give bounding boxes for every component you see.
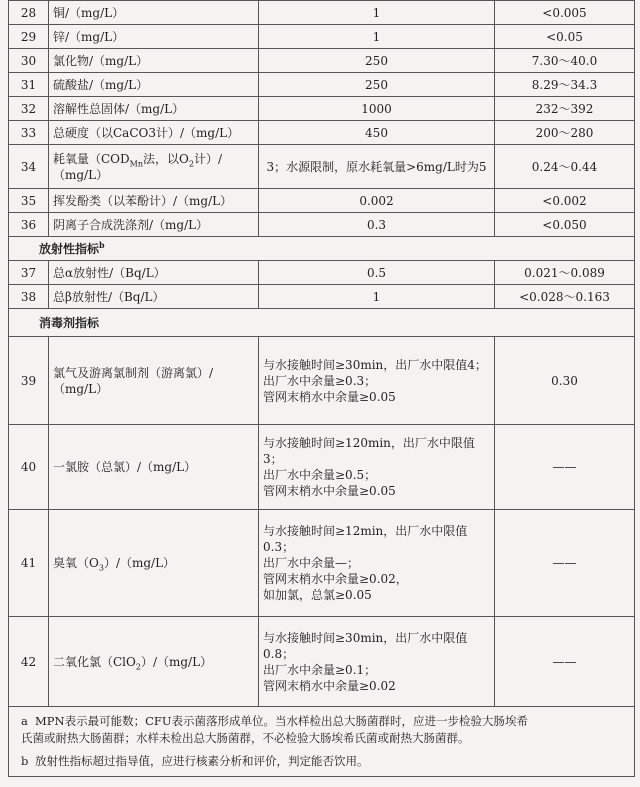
reference-value: 7.30～40.0 (495, 49, 635, 73)
row-number: 34 (9, 145, 49, 189)
section-header-row (9, 309, 635, 337)
table-row (9, 1, 635, 25)
limit-value: 0.002 (259, 189, 495, 213)
limit-value: 1 (259, 25, 495, 49)
table-row (9, 510, 635, 617)
indicator-name: 挥发酚类（以苯酚计）/（mg/L） (49, 189, 259, 213)
indicator-name: 氯化物/（mg/L） (49, 49, 259, 73)
limit-value: 1 (259, 1, 495, 25)
limit-value: 450 (259, 121, 495, 145)
row-number: 41 (9, 510, 49, 617)
indicator-name: 总硬度（以CaCO3计）/（mg/L） (49, 121, 259, 145)
reference-value: 200～280 (495, 121, 635, 145)
section-title: 消毒剂指标 (9, 309, 635, 337)
footnotes (9, 707, 635, 777)
row-number: 39 (9, 337, 49, 425)
indicator-name: 耗氧量（$COD_{Mn}$法，以$O_2$计）/ （mg/L） (49, 145, 259, 189)
table-row (9, 337, 635, 425)
reference-value: 232～392 (495, 97, 635, 121)
row-number: 42 (9, 617, 49, 707)
reference-value: <0.050 (495, 213, 635, 237)
footnote-a: a MPN表示最可能数；CFU表示菌落形成单位。当水样检出总大肠菌群时，应进一步检验大肠埃希 (21, 714, 529, 728)
reference-value: 8.29～34.3 (495, 73, 635, 97)
reference-value: 0.30 (495, 337, 635, 425)
table-row (9, 213, 635, 237)
limit-value: 250 (259, 49, 495, 73)
limit-value: 3；水源限制，原水耗氧量>6mg/L时为5 (259, 145, 495, 189)
table-row (9, 617, 635, 707)
limit-value: 250 (259, 73, 495, 97)
table-row (9, 97, 635, 121)
limit-value: 与水接触时间≥12min，出厂水中限值 0.3； 出厂水中余量—； 管网末梢水中余量≥0.02， 如加氯，总氯≥0.05 (259, 510, 495, 617)
limit-value: 与水接触时间≥30min，出厂水中限值4； 出厂水中余量≥0.3； 管网末梢水中余量≥0.05 (259, 337, 495, 425)
table-row (9, 121, 635, 145)
limit-value: 1000 (259, 97, 495, 121)
table-row (9, 189, 635, 213)
water-quality-table (8, 0, 635, 777)
table-row (9, 73, 635, 97)
row-number: 33 (9, 121, 49, 145)
row-number: 37 (9, 261, 49, 285)
row-number: 35 (9, 189, 49, 213)
reference-value: 0.021～0.089 (495, 261, 635, 285)
row-number: 31 (9, 73, 49, 97)
reference-value: <0.05 (495, 25, 635, 49)
reference-value: <0.002 (495, 189, 635, 213)
indicator-name: 铜/（mg/L） (49, 1, 259, 25)
row-number: 40 (9, 425, 49, 510)
limit-value: 0.3 (259, 213, 495, 237)
indicator-name: 总β放射性/（Bq/L） (49, 285, 259, 309)
row-number: 38 (9, 285, 49, 309)
limit-value: 0.5 (259, 261, 495, 285)
row-number: 36 (9, 213, 49, 237)
reference-value: <0.005 (495, 1, 635, 25)
limit-value: 与水接触时间≥30min，出厂水中限值 0.8； 出厂水中余量≥0.1； 管网末梢水中余量≥0.02 (259, 617, 495, 707)
section-title: 放射性指标$^b$ (9, 237, 635, 261)
indicator-name: 溶解性总固体/（mg/L） (49, 97, 259, 121)
standards-page (8, 0, 634, 777)
footnote-b: b 放射性指标超过指导值，应进行核素分析和评价，判定能否饮用。 (21, 754, 369, 768)
table-row (9, 49, 635, 73)
indicator-name: 硫酸盐/（mg/L） (49, 73, 259, 97)
indicator-name: 臭氧$(O_3)/(mg/L)$ (49, 510, 259, 617)
reference-value: —— (495, 617, 635, 707)
indicator-name: 总α放射性/（Bq/L） (49, 261, 259, 285)
indicator-name: 锌/（mg/L） (49, 25, 259, 49)
footnotes-row (9, 707, 635, 777)
reference-value: <0.028～0.163 (495, 285, 635, 309)
table-row (9, 285, 635, 309)
indicator-name: 氯气及游离氯制剂（游离氯）/ （mg/L） (49, 337, 259, 425)
table-row (9, 25, 635, 49)
limit-value: 1 (259, 285, 495, 309)
reference-value: —— (495, 425, 635, 510)
indicator-name: 阴离子合成洗涤剂/（mg/L） (49, 213, 259, 237)
row-number: 32 (9, 97, 49, 121)
footnote-a-cont: 氏菌或耐热大肠菌群；水样未检出总大肠菌群，不必检验大肠埃希氏菌或耐热大肠菌群。 (21, 731, 470, 745)
reference-value: —— (495, 510, 635, 617)
table-row (9, 261, 635, 285)
section-header-row (9, 237, 635, 261)
reference-value: 0.24～0.44 (495, 145, 635, 189)
row-number: 29 (9, 25, 49, 49)
indicator-name: 一氯胺（总氯）/（mg/L） (49, 425, 259, 510)
row-number: 30 (9, 49, 49, 73)
table-row (9, 425, 635, 510)
table-row (9, 145, 635, 189)
indicator-name: 二氧化氯（ClO$_2$）/（mg/L） (49, 617, 259, 707)
limit-value: 与水接触时间≥120min，出厂水中限值 3； 出厂水中余量≥0.5； 管网末梢水中余量≥0.05 (259, 425, 495, 510)
row-number: 28 (9, 1, 49, 25)
